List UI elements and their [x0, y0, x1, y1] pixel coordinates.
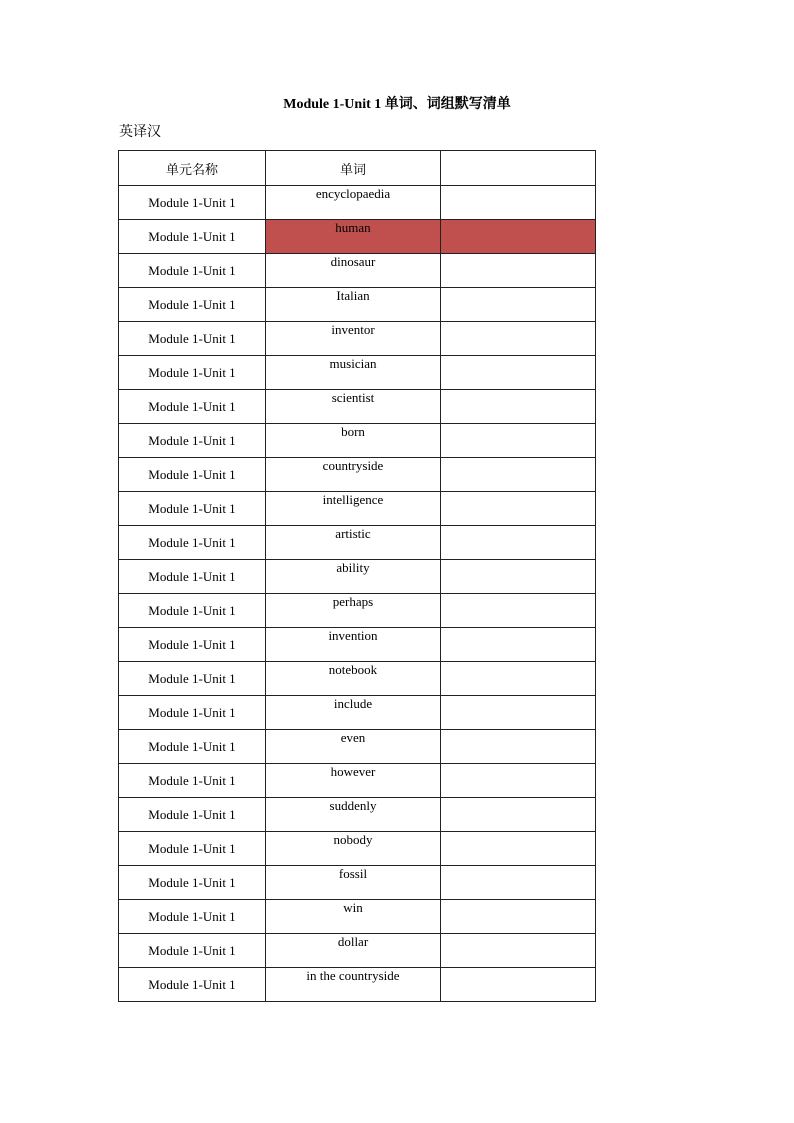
table-row: [119, 866, 596, 900]
cell-word: perhaps: [266, 594, 441, 628]
cell-answer-blank[interactable]: [441, 662, 596, 696]
cell-unit-name: Module 1-Unit 1: [119, 356, 266, 390]
cell-unit-name: Module 1-Unit 1: [119, 900, 266, 934]
cell-word: win: [266, 900, 441, 934]
cell-unit-name: Module 1-Unit 1: [119, 390, 266, 424]
table-row: [119, 390, 596, 424]
cell-answer-blank[interactable]: [441, 764, 596, 798]
cell-answer-blank[interactable]: [441, 492, 596, 526]
cell-unit-name: Module 1-Unit 1: [119, 866, 266, 900]
cell-word: invention: [266, 628, 441, 662]
cell-word: countryside: [266, 458, 441, 492]
cell-word: scientist: [266, 390, 441, 424]
cell-word: in the countryside: [266, 968, 441, 1002]
table-row: [119, 594, 596, 628]
cell-word: notebook: [266, 662, 441, 696]
cell-answer-blank[interactable]: [441, 696, 596, 730]
cell-word: born: [266, 424, 441, 458]
table-row: [119, 288, 596, 322]
cell-word: Italian: [266, 288, 441, 322]
cell-unit-name: Module 1-Unit 1: [119, 220, 266, 254]
cell-answer-blank[interactable]: [441, 730, 596, 764]
table-row: [119, 356, 596, 390]
cell-word: nobody: [266, 832, 441, 866]
cell-unit-name: Module 1-Unit 1: [119, 628, 266, 662]
header-word: 单词: [266, 151, 441, 186]
cell-unit-name: Module 1-Unit 1: [119, 968, 266, 1002]
table-row: [119, 220, 596, 254]
cell-word: dinosaur: [266, 254, 441, 288]
cell-unit-name: Module 1-Unit 1: [119, 492, 266, 526]
table-row: [119, 492, 596, 526]
cell-unit-name: Module 1-Unit 1: [119, 186, 266, 220]
cell-unit-name: Module 1-Unit 1: [119, 662, 266, 696]
cell-answer-blank[interactable]: [441, 390, 596, 424]
cell-unit-name: Module 1-Unit 1: [119, 322, 266, 356]
cell-word: fossil: [266, 866, 441, 900]
cell-word: suddenly: [266, 798, 441, 832]
table-row: [119, 730, 596, 764]
cell-unit-name: Module 1-Unit 1: [119, 764, 266, 798]
cell-answer-blank[interactable]: [441, 186, 596, 220]
cell-answer-blank[interactable]: [441, 220, 596, 254]
cell-unit-name: Module 1-Unit 1: [119, 798, 266, 832]
cell-word: musician: [266, 356, 441, 390]
cell-answer-blank[interactable]: [441, 356, 596, 390]
cell-answer-blank[interactable]: [441, 526, 596, 560]
vocab-table: [118, 150, 596, 1002]
table-row: [119, 322, 596, 356]
section-label: 英译汉: [119, 124, 161, 140]
table-row: [119, 526, 596, 560]
table-row: [119, 696, 596, 730]
table-row: [119, 968, 596, 1002]
cell-unit-name: Module 1-Unit 1: [119, 594, 266, 628]
table-row: [119, 186, 596, 220]
table-header-row: [119, 151, 596, 186]
cell-answer-blank[interactable]: [441, 934, 596, 968]
cell-answer-blank[interactable]: [441, 594, 596, 628]
cell-unit-name: Module 1-Unit 1: [119, 424, 266, 458]
cell-answer-blank[interactable]: [441, 798, 596, 832]
header-answer: [441, 151, 596, 186]
cell-answer-blank[interactable]: [441, 254, 596, 288]
cell-word: inventor: [266, 322, 441, 356]
table-row: [119, 424, 596, 458]
cell-answer-blank[interactable]: [441, 424, 596, 458]
cell-unit-name: Module 1-Unit 1: [119, 254, 266, 288]
cell-unit-name: Module 1-Unit 1: [119, 288, 266, 322]
header-unit-name: 单元名称: [119, 151, 266, 186]
cell-word: artistic: [266, 526, 441, 560]
cell-word: dollar: [266, 934, 441, 968]
cell-unit-name: Module 1-Unit 1: [119, 696, 266, 730]
table-row: [119, 934, 596, 968]
cell-answer-blank[interactable]: [441, 628, 596, 662]
table-row: [119, 900, 596, 934]
cell-word: intelligence: [266, 492, 441, 526]
cell-unit-name: Module 1-Unit 1: [119, 832, 266, 866]
cell-word: however: [266, 764, 441, 798]
page-title: Module 1-Unit 1 单词、词组默写清单: [283, 97, 511, 112]
table-row: [119, 832, 596, 866]
cell-unit-name: Module 1-Unit 1: [119, 560, 266, 594]
cell-unit-name: Module 1-Unit 1: [119, 526, 266, 560]
cell-unit-name: Module 1-Unit 1: [119, 730, 266, 764]
cell-unit-name: Module 1-Unit 1: [119, 458, 266, 492]
table-row: [119, 560, 596, 594]
cell-word: ability: [266, 560, 441, 594]
cell-word: include: [266, 696, 441, 730]
cell-answer-blank[interactable]: [441, 866, 596, 900]
table-row: [119, 764, 596, 798]
table-row: [119, 798, 596, 832]
table-row: [119, 662, 596, 696]
cell-answer-blank[interactable]: [441, 560, 596, 594]
cell-unit-name: Module 1-Unit 1: [119, 934, 266, 968]
cell-answer-blank[interactable]: [441, 900, 596, 934]
table-row: [119, 458, 596, 492]
table-row: [119, 254, 596, 288]
cell-answer-blank[interactable]: [441, 288, 596, 322]
cell-answer-blank[interactable]: [441, 458, 596, 492]
cell-word: encyclopaedia: [266, 186, 441, 220]
table-row: [119, 628, 596, 662]
cell-word: human: [266, 220, 441, 254]
cell-answer-blank[interactable]: [441, 322, 596, 356]
cell-word: even: [266, 730, 441, 764]
cell-answer-blank[interactable]: [441, 968, 596, 1002]
cell-answer-blank[interactable]: [441, 832, 596, 866]
